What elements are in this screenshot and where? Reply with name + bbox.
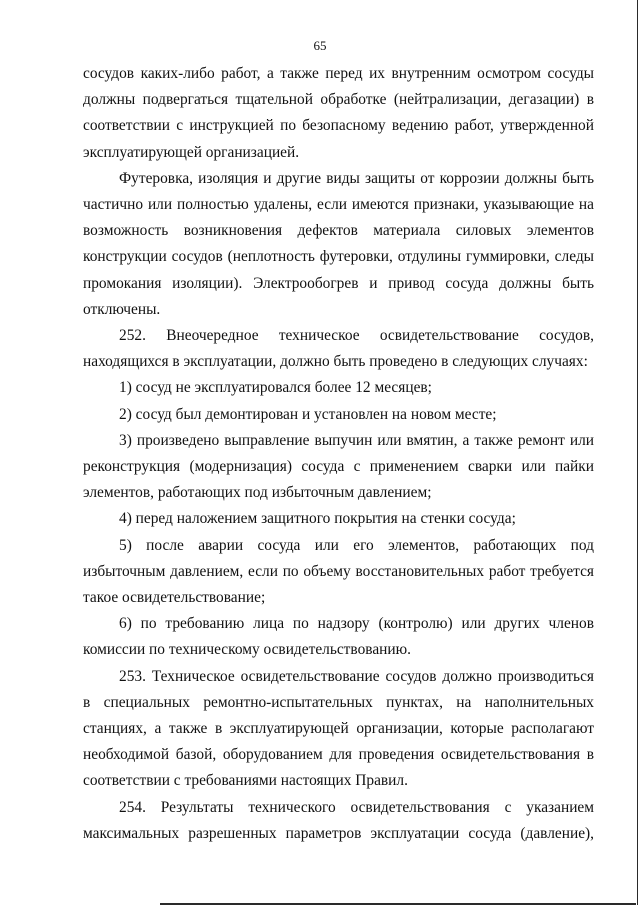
scan-edge-right <box>637 0 638 905</box>
list-item-1: 1) сосуд не эксплуатировался более 12 месяцев; <box>119 379 432 397</box>
body-text <box>83 61 594 847</box>
paragraph-continuation: сосудов каких-либо работ, а также перед их внутренним осмотром сосуды должны подвергаться тщательной обработке (нейтрализации, дегазации) в соответствии с инструкцией по безопасному ведению работ, утвержденной эксплуатирующей организацией. <box>83 65 594 161</box>
list-item-6: 6) по требованию лица по надзору (контролю) или других членов комиссии по техническому освидетельствованию. <box>83 615 594 659</box>
list-item-3: 3) произведено выправление выпучин или вмятин, а также ремонт или реконструкция (модернизация) сосуда с применением сварки или пайки элементов, работающих под избыточным давлением; <box>83 431 594 502</box>
paragraph-253: 253. Техническое освидетельствование сосудов должно производиться в специальных ремонтно-испытательных пунктах, на наполнительных станциях, а также в эксплуатирующей организации, которые располагают необходимой базой, оборудованием для проведения освидетельствования в соответствии с требованиями настоящих Правил. <box>83 667 594 790</box>
paragraph-254: 254. Результаты технического освидетельствования с указанием максимальных разрешенных параметров эксплуатации сосуда (давление), <box>83 798 594 842</box>
paragraph-lining-removal: Футеровка, изоляция и другие виды защиты от коррозии должны быть частично или полностью удалены, если имеются признаки, указывающие на возможность возникновения дефектов материала силовых элементов конструкции сосудов (неплотность футеровки, отдулины гуммировки, следы промокания изоляции). Электрообогрев и привод сосуда должны быть отключены. <box>83 169 594 318</box>
list-item-4: 4) перед наложением защитного покрытия на стенки сосуда; <box>119 510 516 528</box>
paragraph-252: 252. Внеочередное техническое освидетельствование сосудов, находящихся в эксплуатации, должно быть проведено в следующих случаях: <box>83 327 594 371</box>
page-number: 65 <box>313 38 327 53</box>
list-item-5: 5) после аварии сосуда или его элементов, работающих под избыточным давлением, если по объему восстановительных работ требуется такое освидетельствование; <box>83 536 594 607</box>
list-item-2: 2) сосуд был демонтирован и установлен на новом месте; <box>119 405 497 423</box>
